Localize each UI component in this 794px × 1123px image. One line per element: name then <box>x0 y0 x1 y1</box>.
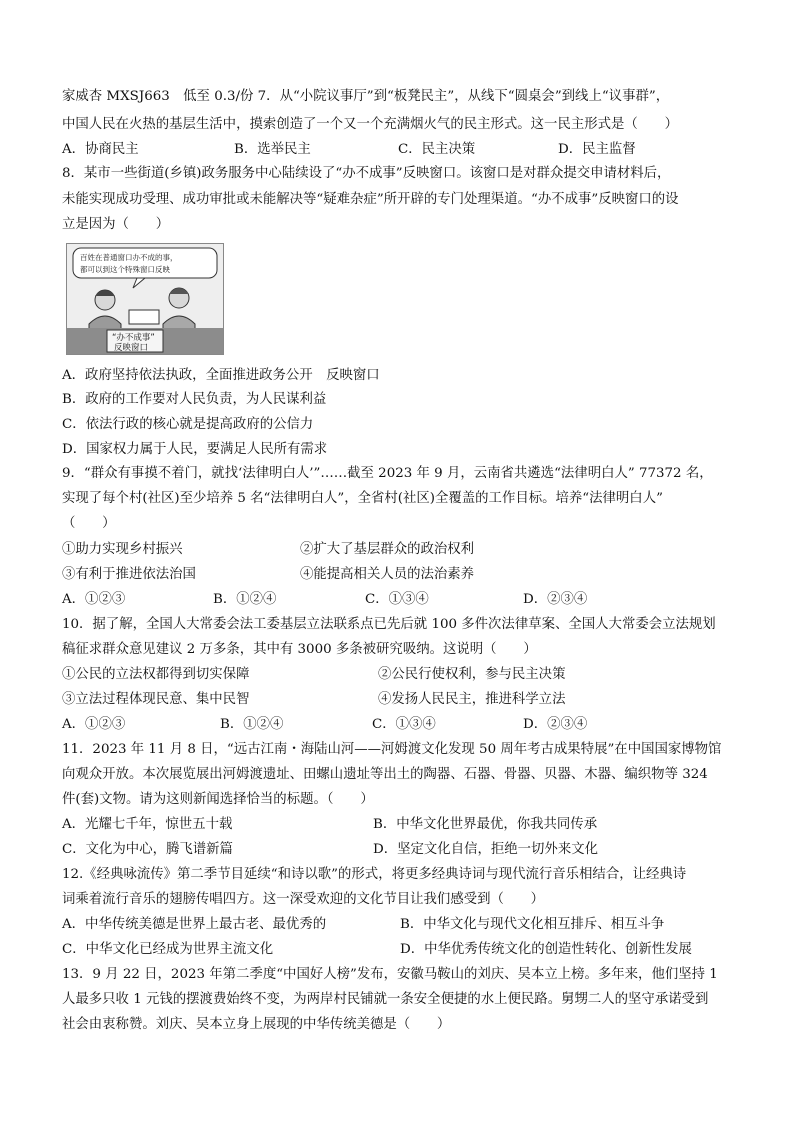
q11-stem-line-3: 件(套)文物。请为这则新闻选择恰当的标题。（ ） <box>62 792 374 807</box>
q10-stem-line-2: 稿征求群众意见建议 2 万多条，其中有 3000 多条被研究吸纳。这说明（ ） <box>62 642 537 657</box>
q9-item-3: ③有利于推进依法治国 <box>62 567 196 582</box>
q10-stem-line-1: 10．据了解，全国人大常委会法工委基层立法联系点已先后就 100 多件次法律草案、全国人大常委会立法规划 <box>62 617 716 632</box>
cartoon-caption-line-1: “办不成事” <box>112 333 155 343</box>
q12-stem-line-2: 词乘着流行音乐的翅膀传唱四方。这一深受欢迎的文化节目让我们感受到（ ） <box>62 892 545 907</box>
q12-option-a: A．中华传统美德是世界上最古老、最优秀的 <box>62 917 327 932</box>
q7-stem-line-2: 中国人民在火热的基层生活中，摸索创造了一个又一个充满烟火气的民主形式。这一民主形式是（ ） <box>62 117 678 132</box>
q7-option-c: C．民主决策 <box>398 142 476 157</box>
q10-option-d: D．②③④ <box>523 717 588 732</box>
q9-option-b: B．①②④ <box>213 592 277 607</box>
q10-option-b: B．①②④ <box>220 717 284 732</box>
q7-option-d: D．民主监督 <box>558 142 636 157</box>
q10-option-c: C．①③④ <box>372 717 436 732</box>
q10-item-3: ③立法过程体现民意、集中民智 <box>62 692 250 707</box>
cartoon-illustration <box>67 244 223 354</box>
q11-stem-line-2: 向观众开放。本次展览展出河姆渡遗址、田螺山遗址等出土的陶器、石器、骨器、贝器、木器、编织物等 324 <box>62 767 708 782</box>
q9-item-4: ④能提高相关人员的法治素养 <box>300 567 475 582</box>
q9-stem-line-1: 9．“群众有事摸不着门，就找‘法律明白人’”……截至 2023 年 9 月，云南省共遴选“法律明白人” 77372 名， <box>62 466 713 481</box>
q7-stem-line-1: 家威杏 MXSJ663 低至 0.3/份 7．从“小院议事厅”到“板凳民主”，从线下“圆桌会”到线上“议事群”， <box>62 89 670 104</box>
q8-stem-line-1: 8．某市一些街道(乡镇)政务服务中心陆续设了“办不成事”反映窗口。该窗口是对群众提交申请材料后， <box>62 166 671 181</box>
q9-option-c: C．①③④ <box>365 592 429 607</box>
q7-option-a: A．协商民主 <box>62 142 139 157</box>
q7-option-b: B．选举民主 <box>234 142 311 157</box>
q9-item-2: ②扩大了基层群众的政治权利 <box>300 542 475 557</box>
q11-option-b: B．中华文化世界最优，你我共同传承 <box>373 817 598 832</box>
q8-option-c: C．依法行政的核心就是提高政府的公信力 <box>62 417 314 432</box>
q11-option-c: C．文化为中心，腾飞谱新篇 <box>62 842 233 857</box>
q8-option-b: B．政府的工作要对人民负责，为人民谋利益 <box>62 392 327 407</box>
cartoon-bubble-line-2: 都可以到这个特殊窗口反映 <box>80 265 170 274</box>
q13-stem-line-1: 13．9 月 22 日，2023 年第二季度“中国好人榜”发布，安徽马鞍山的刘庆、吴本立上榜。多年来，他们坚持 1 <box>62 967 718 982</box>
q9-stem-line-2: 实现了每个村(社区)至少培养 5 名“法律明白人”，全省村(社区)全覆盖的工作目标。培养“法律明白人” <box>62 491 663 506</box>
cartoon-caption-line-2: 反映窗口 <box>114 343 149 353</box>
cartoon-bubble-line-1: 百姓在普通窗口办不成的事， <box>80 253 178 262</box>
q9-option-d: D．②③④ <box>523 592 588 607</box>
q8-stem-line-3: 立是因为（ ） <box>62 217 170 232</box>
q12-option-d: D．中华优秀传统文化的创造性转化、创新性发展 <box>400 942 692 957</box>
office-window-cartoon <box>66 243 224 355</box>
q8-option-a: A．政府坚持依法执政，全面推进政务公开 反映窗口 <box>62 368 380 383</box>
q12-stem-line-1: 12.《经典咏流传》第二季节目延续“和诗以歌”的形式，将更多经典诗词与现代流行音乐相结合，让经典诗 <box>62 867 687 882</box>
q9-stem-line-3: （ ） <box>62 516 116 531</box>
q11-stem-line-1: 11．2023 年 11 月 8 日，“远古江南・海陆山河——河姆渡文化发现 50 周年考古成果特展”在中国国家博物馆 <box>62 742 722 757</box>
q8-stem-line-2: 未能实现成功受理、成功审批或未能解决等“疑难杂症”所开辟的专门处理渠道。“办不成事”反映窗口的设 <box>62 192 679 207</box>
q9-option-a: A．①②③ <box>62 592 126 607</box>
q12-option-b: B．中华文化与现代文化相互排斥、相互斗争 <box>400 917 665 932</box>
q10-option-a: A．①②③ <box>62 717 126 732</box>
q11-option-a: A．光耀七千年，惊世五十载 <box>62 817 233 832</box>
q10-item-2: ②公民行使权利，参与民主决策 <box>378 667 566 682</box>
q12-option-c: C．中华文化已经成为世界主流文化 <box>62 942 274 957</box>
q13-stem-line-2: 人最多只收 1 元钱的摆渡费始终不变，为两岸村民铺就一条安全便捷的水上便民路。舅甥二人的坚守承诺受到 <box>62 992 709 1007</box>
q8-option-d: D．国家权力属于人民，要满足人民所有需求 <box>62 442 328 457</box>
q9-item-1: ①助力实现乡村振兴 <box>62 542 183 557</box>
q10-item-4: ④发扬人民民主，推进科学立法 <box>378 692 566 707</box>
q10-item-1: ①公民的立法权都得到切实保障 <box>62 667 250 682</box>
q13-stem-line-3: 社会由衷称赞。刘庆、吴本立身上展现的中华传统美德是（ ） <box>62 1017 451 1032</box>
q11-option-d: D．坚定文化自信，拒绝一切外来文化 <box>373 842 598 857</box>
